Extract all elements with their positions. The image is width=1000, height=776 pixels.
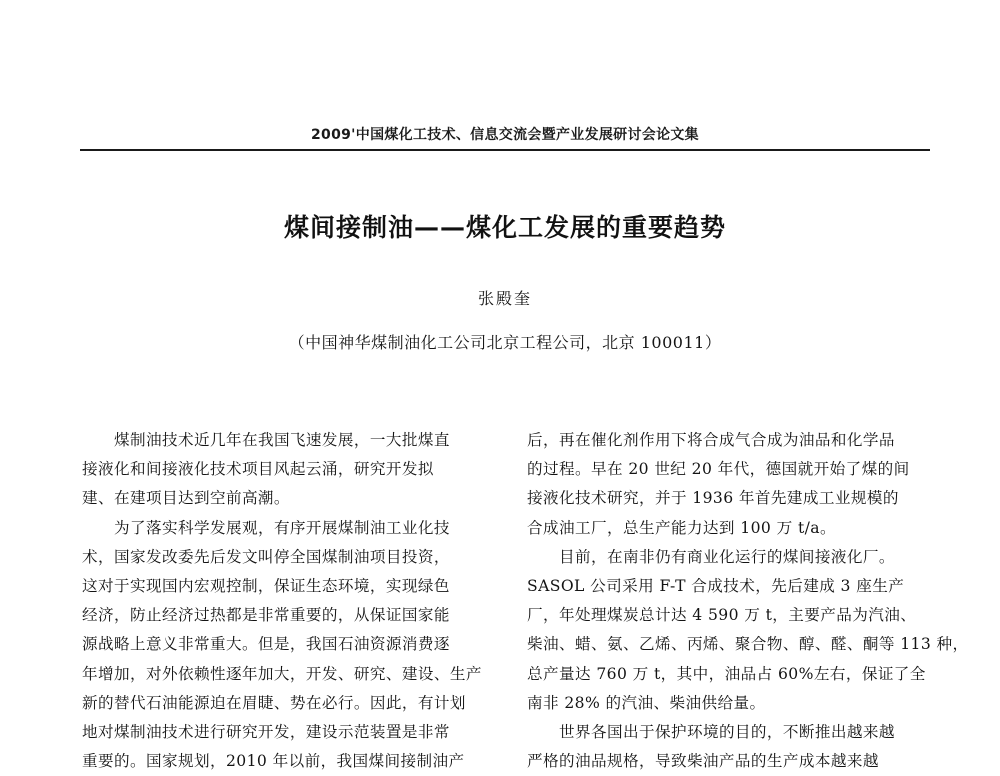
paragraph-line: 厂，年处理煤炭总计达 4 590 万 t，主要产品为汽油、 <box>527 606 917 625</box>
paragraph-line: 接液化技术研究，并于 1936 年首先建成工业规模的 <box>527 489 899 508</box>
paragraph-line: 合成油工厂，总生产能力达到 100 万 t/a。 <box>527 518 836 537</box>
paragraph-line: 经济，防止经济过热都是非常重要的，从保证国家能 <box>82 606 450 625</box>
paragraph-line: 年增加，对外依赖性逐年加大，开发、研究、建设、生产 <box>82 664 482 683</box>
paragraph-line: 南非 28% 的汽油、柴油供给量。 <box>527 693 766 712</box>
paragraph-line: 这对于实现国内宏观控制，保证生态环境，实现绿色 <box>82 576 450 595</box>
paragraph-line: 术，国家发改委先后发文叫停全国煤制油项目投资， <box>82 547 450 566</box>
paragraph-line: 柴油、蜡、氨、乙烯、丙烯、聚合物、醇、醛、酮等 113 种， <box>527 635 969 654</box>
running-header: 2009'中国煤化工技术、信息交流会暨产业发展研讨会论文集 <box>311 127 699 143</box>
paragraph-line: 煤制油技术近几年在我国飞速发展，一大批煤直 <box>114 431 450 449</box>
paragraph-line: 地对煤制油技术进行研究开发，建设示范装置是非常 <box>82 722 450 741</box>
right-column <box>527 426 969 776</box>
paragraph-line: 接液化和间接液化技术项目风起云涌，研究开发拟 <box>82 460 434 479</box>
paragraph-line: 建、在建项目达到空前高潮。 <box>82 489 290 508</box>
paper-title: 煤间接制油——煤化工发展的重要趋势 <box>283 213 726 242</box>
paragraph-line: 严格的油品规格，导致柴油产品的生产成本越来越 <box>527 752 879 771</box>
paragraph-line: 为了落实科学发展观，有序开展煤制油工业化技 <box>114 518 450 537</box>
paragraph-line: 目前，在南非仍有商业化运行的煤间接液化厂。 <box>559 547 895 566</box>
header-rule <box>80 149 930 151</box>
paragraph-line: SASOL 公司采用 F-T 合成技术，先后建成 3 座生产 <box>527 576 905 595</box>
paragraph-line: 后，再在催化剂作用下将合成气合成为油品和化学品 <box>527 431 895 449</box>
author-affiliation: （中国神华煤制油化工公司北京工程公司，北京 100011） <box>288 333 722 352</box>
paragraph-line: 重要的。国家规划，2010 年以前，我国煤间接制油产 <box>82 752 465 771</box>
paragraph-line: 总产量达 760 万 t，其中，油品占 60%左右，保证了全 <box>527 664 926 683</box>
author-name: 张殿奎 <box>477 289 532 308</box>
paragraph-line: 世界各国出于保护环境的目的，不断推出越来越 <box>559 722 895 741</box>
paragraph-line: 的过程。早在 20 世纪 20 年代，德国就开始了煤的间 <box>527 460 910 479</box>
left-column <box>82 426 487 776</box>
paragraph-line: 源战略上意义非常重大。但是，我国石油资源消费逐 <box>82 635 450 654</box>
paragraph-line: 新的替代石油能源迫在眉睫、势在必行。因此，有计划 <box>82 693 466 712</box>
